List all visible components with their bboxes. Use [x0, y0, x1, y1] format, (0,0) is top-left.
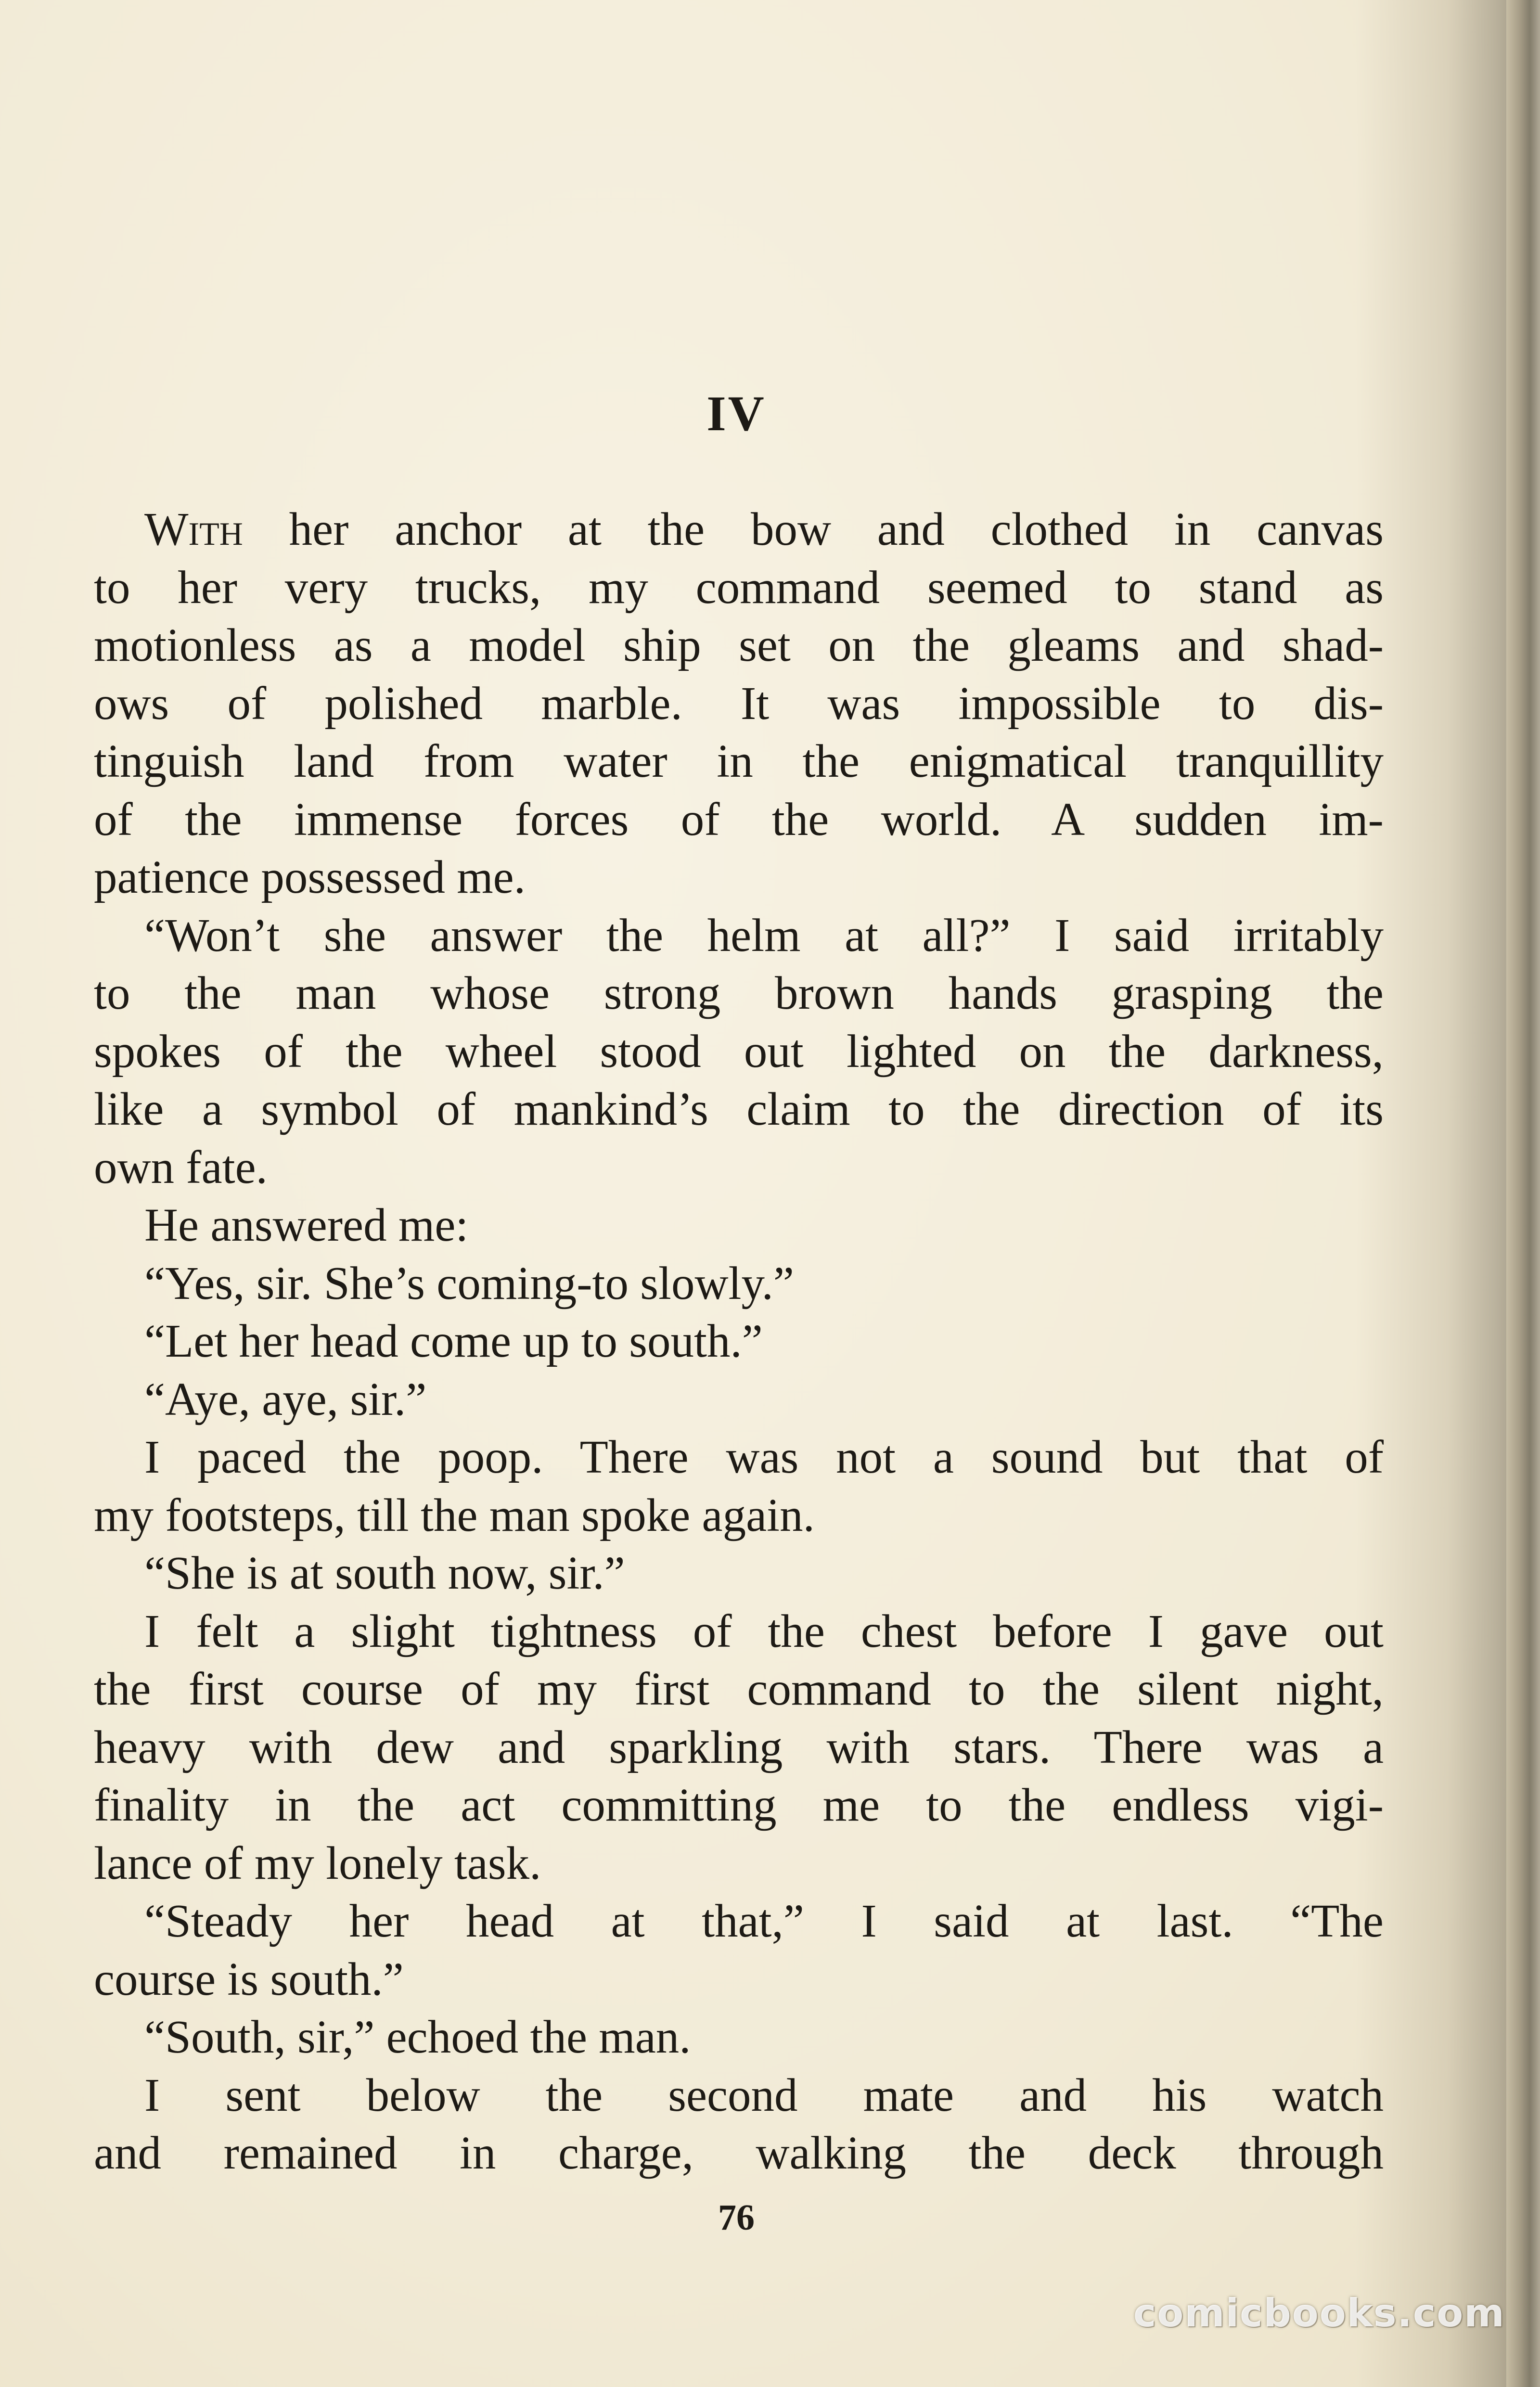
text-line: “Won’t she answer the helm at all?” I said irritably [144, 909, 1384, 961]
text-line: I sent below the second mate and his watch [144, 2069, 1384, 2121]
text-line: spokes of the wheel stood out lighted on the darkness, [94, 1025, 1384, 1077]
text-line: motionless as a model ship set on the gleams and shad- [94, 619, 1384, 671]
text-line: I paced the poop. There was not a sound but that of [144, 1431, 1384, 1483]
text-line: my footsteps, till the man spoke again. [94, 1489, 815, 1541]
text-line: own fate. [94, 1141, 268, 1193]
text-line: finality in the act committing me to the endless vigi- [94, 1779, 1384, 1831]
text-line: I felt a slight tightness of the chest before I gave out [144, 1605, 1384, 1657]
page-gutter-shadow [1506, 0, 1540, 2387]
text-line: “Yes, sir. She’s coming-to slowly.” [144, 1257, 794, 1309]
text-line: “Aye, aye, sir.” [144, 1373, 427, 1425]
text-line: tinguish land from water in the enigmatical tranquillity [94, 735, 1384, 787]
drop-word: With [144, 503, 243, 555]
text-line: ows of polished marble. It was impossible to dis- [94, 677, 1384, 729]
body-text [94, 500, 1384, 2182]
text-line: to her very trucks, my command seemed to stand as [94, 561, 1384, 613]
text-line: “Steady her head at that,” I said at last. “The [144, 1895, 1384, 1947]
text-line: With her anchor at the bow and clothed in canvas [144, 503, 1384, 555]
chapter-heading: IV [706, 386, 766, 441]
text-line: to the man whose strong brown hands grasping the [94, 967, 1384, 1019]
text-line: like a symbol of mankind’s claim to the direction of its [94, 1083, 1384, 1135]
text-line: “Let her head come up to south.” [144, 1315, 763, 1367]
text-line: lance of my lonely task. [94, 1837, 541, 1889]
text-line: and remained in charge, walking the deck through [94, 2127, 1384, 2179]
page-number: 76 [718, 2197, 755, 2238]
text-line: course is south.” [94, 1953, 404, 2005]
text-line: heavy with dew and sparkling with stars. There was a [94, 1721, 1384, 1773]
text-line: patience possessed me. [94, 851, 526, 903]
text-line: “She is at south now, sir.” [144, 1547, 625, 1599]
text-line: “South, sir,” echoed the man. [144, 2011, 691, 2063]
text-line: He answered me: [144, 1199, 469, 1251]
text-line: the first course of my first command to the silent night, [94, 1663, 1384, 1715]
watermark: comicbooks.com [1133, 2291, 1505, 2336]
text-line: of the immense forces of the world. A sudden im- [94, 793, 1384, 845]
